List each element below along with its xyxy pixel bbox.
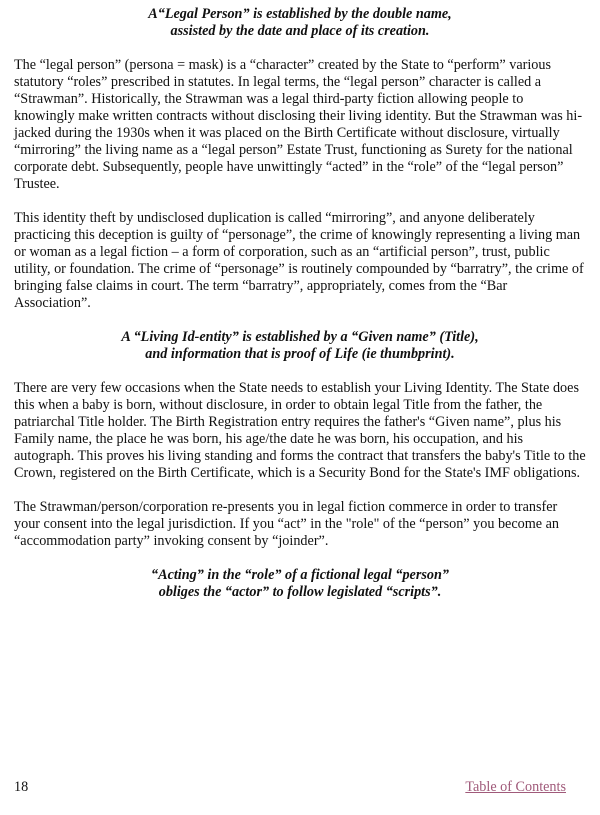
page-number: 18 <box>14 779 29 795</box>
section-heading-legal-person <box>14 6 586 40</box>
paragraph-mirroring: This identity theft by undisclosed duplication is called “mirroring”, and anyone deliberately practicing this deception is guilty of “personage”, the crime of knowingly representing a living man or woman as a legal fiction – a form of corporation, such as an “artificial person”, trust, public utility, or foundation. The crime of “personage” is routinely compounded by “barratry”, the crime of bringing false claims in court. The term “barratry”, appropriately, comes from the “Bar Association”. <box>14 210 584 311</box>
heading-line: assisted by the date and place of its creation. <box>170 23 430 39</box>
table-of-contents-link[interactable]: Table of Contents <box>465 779 566 795</box>
section-heading-acting-role <box>14 567 586 601</box>
heading-line: A “Living Id-entity” is established by a “Given name” (Title), <box>121 329 479 345</box>
paragraph-consent: The Strawman/person/corporation re-presents you in legal fiction commerce in order to transfer your consent into the legal jurisdiction. If you “act” in the "role" of the “person” you become an “accommodation party” invoking consent by “joinder”. <box>14 499 560 549</box>
heading-line: and information that is proof of Life (ie thumbprint). <box>145 346 455 362</box>
heading-line: obliges the “actor” to follow legislated “scripts”. <box>158 584 442 600</box>
document-page <box>14 6 586 601</box>
paragraph-strawman: The “legal person” (persona = mask) is a “character” created by the State to “perform” various statutory “roles” prescribed in statutes. In legal terms, the “legal person” character is called a “Strawman”. Historically, the Strawman was a legal third-party fiction allowing people to knowingly make written contracts without disclosing their living identity. But the Strawman was hi-jacked during the 1930s when it was placed on the Birth Certificate without disclosure, virtually “mirroring” the living name as a “legal person” Estate Trust, functioning as Surety for the national corporate debt. Subsequently, people have unwittingly “acted” in the “role” of the “legal person” Trustee. <box>14 57 583 192</box>
heading-line: A“Legal Person” is established by the double name, <box>148 6 452 22</box>
heading-line: “Acting” in the “role” of a fictional legal “person” <box>151 567 449 583</box>
paragraph-living-identity: There are very few occasions when the State needs to establish your Living Identity. The State does this when a baby is born, without disclosure, in order to obtain legal Title from the father, the patriarchal Title holder. The Birth Registration entry requires the father's “Given name”, plus his Family name, the place he was born, his age/the date he was born, his occupation, and his autograph. This proves his living standing and forms the contract that transfers the baby's Title to the Crown, registered on the Birth Certificate, which is a Security Bond for the State's IMF obligations. <box>14 380 586 481</box>
section-heading-living-identity <box>14 329 586 363</box>
